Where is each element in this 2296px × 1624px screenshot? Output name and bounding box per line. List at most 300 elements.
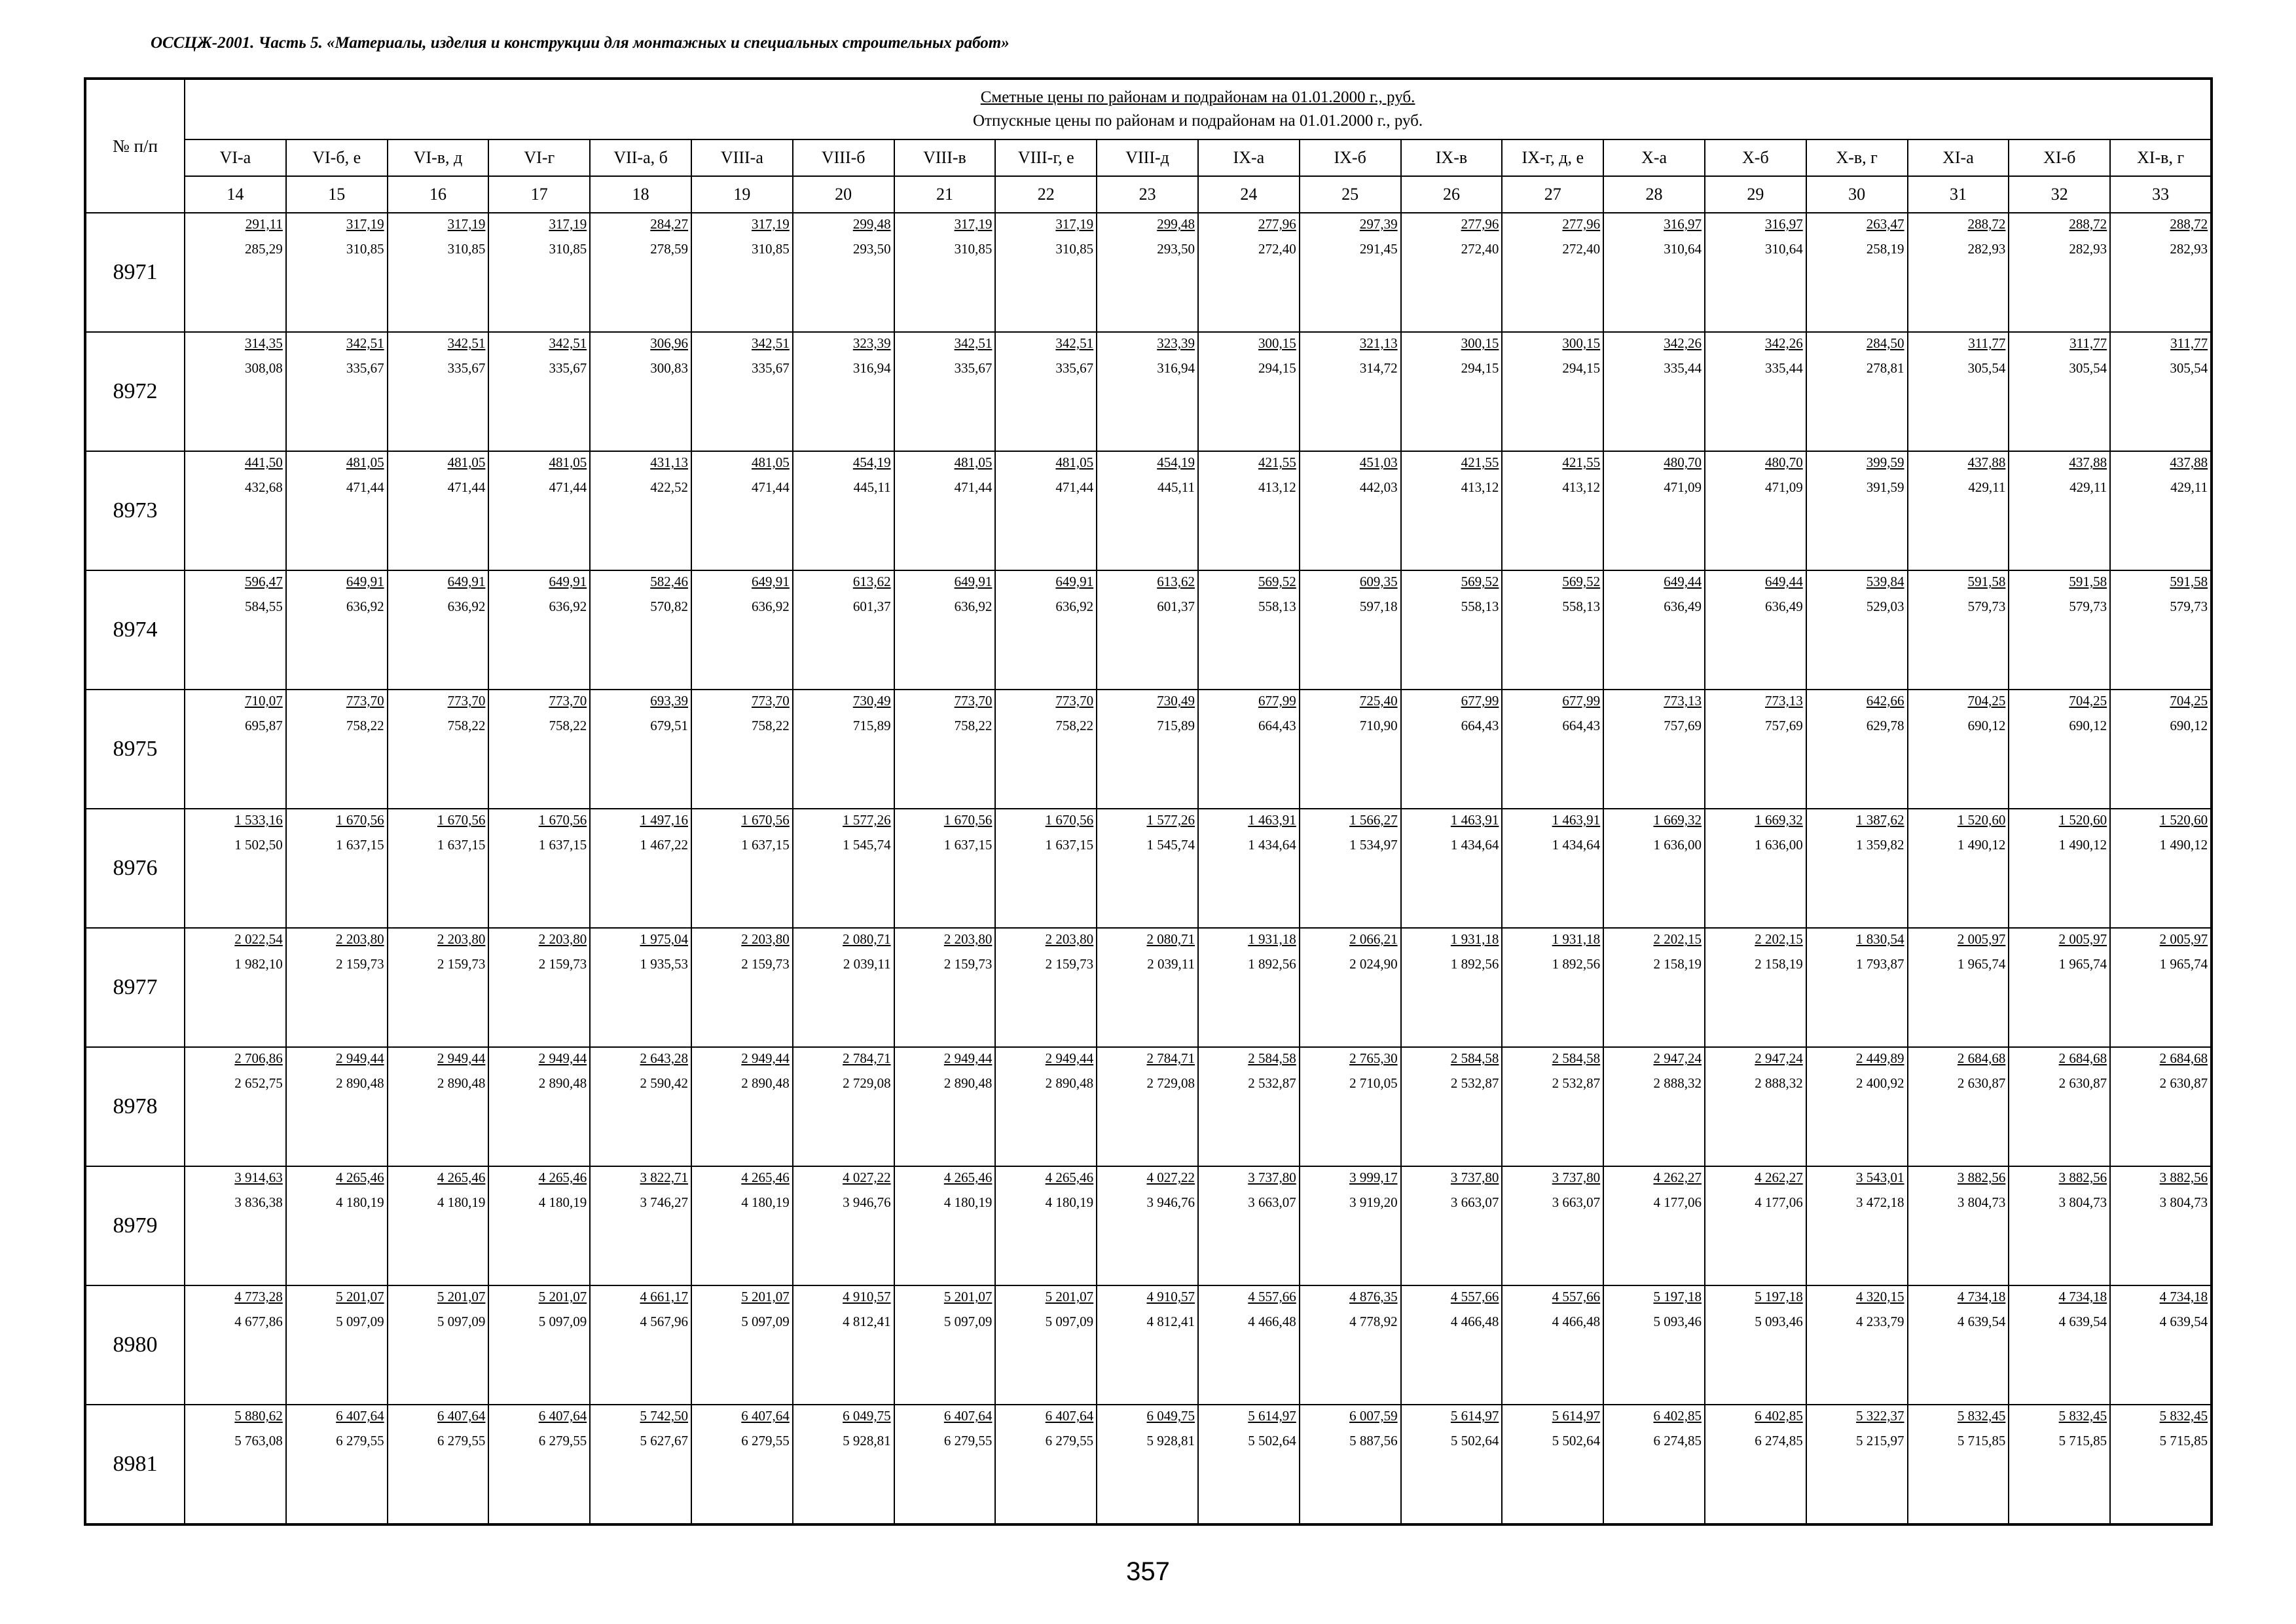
estimate-price: 773,70 bbox=[954, 693, 993, 709]
estimate-price: 342,51 bbox=[954, 335, 993, 351]
estimate-price: 1 931,18 bbox=[1248, 931, 1296, 947]
estimate-price: 710,07 bbox=[245, 693, 283, 709]
row-code: 8975 bbox=[85, 690, 185, 809]
price-cell bbox=[388, 690, 489, 809]
price-cell bbox=[1097, 1166, 1198, 1285]
price-cell bbox=[1401, 809, 1503, 928]
price-cell bbox=[2009, 1166, 2110, 1285]
price-cell bbox=[2009, 1047, 2110, 1166]
price-cell bbox=[1401, 570, 1503, 690]
price-cell bbox=[1401, 213, 1503, 332]
release-price: 1 637,15 bbox=[741, 837, 790, 853]
release-price: 1 636,00 bbox=[1755, 837, 1803, 853]
price-cell bbox=[286, 213, 388, 332]
price-cell bbox=[1502, 690, 1603, 809]
release-price: 2 159,73 bbox=[943, 956, 993, 972]
row-code: 8978 bbox=[85, 1047, 185, 1166]
estimate-price: 582,46 bbox=[650, 574, 688, 589]
release-price: 584,55 bbox=[245, 599, 283, 614]
estimate-price: 1 463,91 bbox=[1450, 812, 1499, 828]
release-price: 310,85 bbox=[549, 241, 587, 257]
price-cell bbox=[1401, 451, 1503, 570]
estimate-price: 649,91 bbox=[752, 574, 790, 589]
estimate-price: 5 197,18 bbox=[1653, 1289, 1702, 1304]
price-cell bbox=[1806, 1166, 1908, 1285]
release-price: 2 630,87 bbox=[1957, 1075, 2006, 1091]
price-cell bbox=[1300, 1285, 1401, 1405]
column-number: 32 bbox=[2009, 176, 2110, 213]
estimate-price: 3 737,80 bbox=[1552, 1170, 1601, 1185]
release-price: 278,81 bbox=[1866, 360, 1904, 376]
price-cell bbox=[1502, 213, 1603, 332]
price-cell bbox=[185, 1047, 286, 1166]
release-price: 2 652,75 bbox=[234, 1075, 283, 1091]
estimate-price: 1 670,56 bbox=[336, 812, 384, 828]
estimate-price: 613,62 bbox=[852, 574, 891, 589]
price-cell bbox=[2110, 332, 2212, 451]
price-cell bbox=[488, 451, 590, 570]
release-price: 293,50 bbox=[852, 241, 891, 257]
estimate-price: 454,19 bbox=[1157, 454, 1195, 470]
price-cell bbox=[2009, 213, 2110, 332]
estimate-price: 6 407,64 bbox=[437, 1408, 486, 1424]
price-cell bbox=[1300, 570, 1401, 690]
estimate-price: 481,05 bbox=[752, 454, 790, 470]
district-header: XI-б bbox=[2009, 139, 2110, 176]
estimate-price: 480,70 bbox=[1765, 454, 1803, 470]
estimate-price: 311,77 bbox=[2069, 335, 2107, 351]
price-cell bbox=[1097, 451, 1198, 570]
estimate-price: 1 975,04 bbox=[640, 931, 688, 947]
price-cell bbox=[2009, 451, 2110, 570]
release-price: 6 279,55 bbox=[1045, 1433, 1094, 1449]
estimate-price: 642,66 bbox=[1866, 693, 1904, 709]
estimate-price: 284,50 bbox=[1866, 335, 1904, 351]
price-cell bbox=[2009, 809, 2110, 928]
release-price: 690,12 bbox=[2069, 718, 2107, 733]
estimate-price: 5 832,45 bbox=[2058, 1408, 2107, 1424]
release-price: 5 097,09 bbox=[437, 1314, 486, 1329]
column-number: 28 bbox=[1603, 176, 1705, 213]
estimate-price: 2 684,68 bbox=[1957, 1050, 2006, 1066]
price-cell bbox=[1705, 332, 1806, 451]
price-cell bbox=[793, 570, 894, 690]
price-cell bbox=[1705, 570, 1806, 690]
release-price: 2 890,48 bbox=[943, 1075, 993, 1091]
estimate-price: 2 203,80 bbox=[437, 931, 486, 947]
price-cell bbox=[1705, 928, 1806, 1047]
estimate-price: 316,97 bbox=[1765, 216, 1803, 232]
price-cell bbox=[185, 1285, 286, 1405]
price-cell bbox=[488, 1285, 590, 1405]
estimate-price: 2 706,86 bbox=[234, 1050, 283, 1066]
price-cell bbox=[388, 1405, 489, 1524]
estimate-price: 2 947,24 bbox=[1755, 1050, 1803, 1066]
price-cell bbox=[590, 451, 691, 570]
estimate-price: 1 387,62 bbox=[1856, 812, 1904, 828]
release-price: 4 466,48 bbox=[1248, 1314, 1296, 1329]
price-cell bbox=[388, 332, 489, 451]
estimate-price: 2 949,44 bbox=[437, 1050, 486, 1066]
price-cell bbox=[894, 1405, 996, 1524]
district-header: X-б bbox=[1705, 139, 1806, 176]
estimate-price: 4 265,46 bbox=[1045, 1170, 1094, 1185]
release-price: 308,08 bbox=[245, 360, 283, 376]
estimate-price: 5 201,07 bbox=[1045, 1289, 1094, 1304]
release-price: 310,85 bbox=[447, 241, 486, 257]
price-cell bbox=[1300, 451, 1401, 570]
release-price: 6 279,55 bbox=[336, 1433, 384, 1449]
price-cell bbox=[1603, 928, 1705, 1047]
estimate-price: 4 734,18 bbox=[2159, 1289, 2208, 1304]
price-cell bbox=[2110, 690, 2212, 809]
table-row bbox=[85, 451, 2212, 570]
table-row bbox=[85, 690, 2212, 809]
price-cell bbox=[2110, 928, 2212, 1047]
column-number: 17 bbox=[488, 176, 590, 213]
release-price: 310,64 bbox=[1765, 241, 1803, 257]
estimate-price: 591,58 bbox=[1967, 574, 2006, 589]
price-cell bbox=[1603, 1166, 1705, 1285]
release-price: 6 274,85 bbox=[1755, 1433, 1803, 1449]
column-number: 23 bbox=[1097, 176, 1198, 213]
price-cell bbox=[1705, 451, 1806, 570]
table-row bbox=[85, 213, 2212, 332]
release-price: 310,85 bbox=[752, 241, 790, 257]
estimate-price: 437,88 bbox=[2069, 454, 2107, 470]
estimate-price: 6 402,85 bbox=[1653, 1408, 1702, 1424]
estimate-price: 3 543,01 bbox=[1856, 1170, 1904, 1185]
estimate-price: 6 407,64 bbox=[943, 1408, 993, 1424]
release-price: 335,44 bbox=[1765, 360, 1803, 376]
estimate-price: 5 832,45 bbox=[2159, 1408, 2208, 1424]
price-cell bbox=[1300, 1047, 1401, 1166]
release-price: 4 180,19 bbox=[437, 1194, 486, 1210]
release-price: 3 946,76 bbox=[1146, 1194, 1195, 1210]
release-price: 758,22 bbox=[549, 718, 587, 733]
price-cell bbox=[1705, 1405, 1806, 1524]
estimate-price: 6 007,59 bbox=[1349, 1408, 1398, 1424]
row-code: 8971 bbox=[85, 213, 185, 332]
table-row bbox=[85, 1166, 2212, 1285]
price-cell bbox=[1300, 690, 1401, 809]
release-price: 1 965,74 bbox=[2159, 956, 2208, 972]
release-price: 1 545,74 bbox=[843, 837, 891, 853]
price-cell bbox=[894, 451, 996, 570]
release-price: 1 434,64 bbox=[1450, 837, 1499, 853]
price-table bbox=[84, 77, 2213, 1526]
price-cell bbox=[590, 1285, 691, 1405]
column-number: 15 bbox=[286, 176, 388, 213]
release-price: 6 279,55 bbox=[538, 1433, 587, 1449]
price-cell bbox=[185, 213, 286, 332]
release-price: 558,13 bbox=[1461, 599, 1499, 614]
release-price: 471,44 bbox=[346, 479, 384, 495]
estimate-price: 591,58 bbox=[2170, 574, 2208, 589]
price-cell bbox=[185, 1405, 286, 1524]
price-cell bbox=[1502, 1285, 1603, 1405]
release-price: 445,11 bbox=[1157, 479, 1195, 495]
estimate-price: 1 669,32 bbox=[1755, 812, 1803, 828]
estimate-price: 4 265,46 bbox=[437, 1170, 486, 1185]
estimate-price: 1 533,16 bbox=[234, 812, 283, 828]
price-cell bbox=[995, 332, 1097, 451]
release-price: 4 639,54 bbox=[1957, 1314, 2006, 1329]
release-price: 4 180,19 bbox=[336, 1194, 384, 1210]
estimate-price: 306,96 bbox=[650, 335, 688, 351]
price-cell bbox=[590, 570, 691, 690]
estimate-price: 5 201,07 bbox=[437, 1289, 486, 1304]
release-price: 4 180,19 bbox=[538, 1194, 587, 1210]
price-cell bbox=[2110, 1285, 2212, 1405]
release-price: 3 804,73 bbox=[2159, 1194, 2208, 1210]
estimate-price: 649,91 bbox=[954, 574, 993, 589]
estimate-price: 4 320,15 bbox=[1856, 1289, 1904, 1304]
row-number-header: № п/п bbox=[85, 79, 185, 213]
estimate-price: 569,52 bbox=[1258, 574, 1296, 589]
price-cell bbox=[286, 809, 388, 928]
release-price: 690,12 bbox=[2170, 718, 2208, 733]
estimate-price: 2 080,71 bbox=[843, 931, 891, 947]
price-cell bbox=[995, 1166, 1097, 1285]
estimate-price: 5 201,07 bbox=[538, 1289, 587, 1304]
price-cell bbox=[590, 1166, 691, 1285]
column-number: 26 bbox=[1401, 176, 1503, 213]
price-cell bbox=[185, 690, 286, 809]
price-cell bbox=[1502, 570, 1603, 690]
price-cell bbox=[590, 213, 691, 332]
price-cell bbox=[1908, 928, 2009, 1047]
release-price: 558,13 bbox=[1258, 599, 1296, 614]
release-price: 690,12 bbox=[1967, 718, 2006, 733]
release-price: 429,11 bbox=[2069, 479, 2107, 495]
price-cell bbox=[286, 1166, 388, 1285]
estimate-price: 421,55 bbox=[1461, 454, 1499, 470]
release-price: 601,37 bbox=[852, 599, 891, 614]
price-cell bbox=[1401, 1285, 1503, 1405]
estimate-price: 5 614,97 bbox=[1552, 1408, 1601, 1424]
estimate-price: 5 322,37 bbox=[1856, 1408, 1904, 1424]
release-price: 5 215,97 bbox=[1856, 1433, 1904, 1449]
estimate-price: 4 557,66 bbox=[1450, 1289, 1499, 1304]
price-cell bbox=[894, 1166, 996, 1285]
estimate-price: 596,47 bbox=[245, 574, 283, 589]
price-cell bbox=[1603, 690, 1705, 809]
price-cell bbox=[2110, 213, 2212, 332]
release-price: 3 946,76 bbox=[843, 1194, 891, 1210]
price-cell bbox=[488, 570, 590, 690]
release-price: 2 158,19 bbox=[1755, 956, 1803, 972]
release-price: 2 158,19 bbox=[1653, 956, 1702, 972]
release-price: 636,92 bbox=[954, 599, 993, 614]
release-price: 636,49 bbox=[1765, 599, 1803, 614]
release-price: 2 159,73 bbox=[538, 956, 587, 972]
release-price: 1 965,74 bbox=[2058, 956, 2107, 972]
estimate-price: 1 520,60 bbox=[1957, 812, 2006, 828]
price-cell bbox=[1705, 809, 1806, 928]
release-price: 4 180,19 bbox=[943, 1194, 993, 1210]
estimate-price: 288,72 bbox=[2069, 216, 2107, 232]
column-number: 24 bbox=[1198, 176, 1300, 213]
estimate-price: 6 407,64 bbox=[336, 1408, 384, 1424]
estimate-price: 481,05 bbox=[549, 454, 587, 470]
price-cell bbox=[793, 332, 894, 451]
caption-release: Отпускные цены по районам и подрайонам на 01.01.2000 г., руб. bbox=[972, 112, 1423, 130]
price-cell bbox=[1908, 570, 2009, 690]
release-price: 442,03 bbox=[1359, 479, 1398, 495]
release-price: 579,73 bbox=[2170, 599, 2208, 614]
price-cell bbox=[1401, 690, 1503, 809]
release-price: 6 274,85 bbox=[1653, 1433, 1702, 1449]
document-header: ОССЦЖ-2001. Часть 5. «Материалы, изделия и конструкции для монтажных и специальных строительных работ» bbox=[151, 34, 1010, 52]
estimate-price: 1 497,16 bbox=[640, 812, 688, 828]
column-number: 20 bbox=[793, 176, 894, 213]
price-cell bbox=[488, 1405, 590, 1524]
price-cell bbox=[286, 690, 388, 809]
estimate-price: 4 027,22 bbox=[843, 1170, 891, 1185]
release-price: 310,85 bbox=[954, 241, 993, 257]
district-header-row bbox=[85, 139, 2212, 176]
release-price: 5 097,09 bbox=[336, 1314, 384, 1329]
release-price: 5 502,64 bbox=[1248, 1433, 1296, 1449]
price-cell bbox=[488, 213, 590, 332]
release-price: 5 097,09 bbox=[1045, 1314, 1094, 1329]
estimate-price: 4 734,18 bbox=[1957, 1289, 2006, 1304]
estimate-price: 451,03 bbox=[1359, 454, 1398, 470]
estimate-price: 421,55 bbox=[1258, 454, 1296, 470]
price-cell bbox=[488, 1047, 590, 1166]
release-price: 1 637,15 bbox=[1045, 837, 1094, 853]
price-cell bbox=[388, 809, 489, 928]
release-price: 1 636,00 bbox=[1653, 837, 1702, 853]
estimate-price: 3 914,63 bbox=[234, 1170, 283, 1185]
price-cell bbox=[1502, 1405, 1603, 1524]
row-code: 8977 bbox=[85, 928, 185, 1047]
price-cell bbox=[1300, 1405, 1401, 1524]
estimate-price: 481,05 bbox=[346, 454, 384, 470]
estimate-price: 591,58 bbox=[2069, 574, 2107, 589]
price-cell bbox=[1097, 1285, 1198, 1405]
table-row bbox=[85, 928, 2212, 1047]
estimate-price: 649,91 bbox=[1055, 574, 1094, 589]
price-cell bbox=[1198, 809, 1300, 928]
price-cell bbox=[1097, 570, 1198, 690]
price-cell bbox=[1198, 451, 1300, 570]
release-price: 4 180,19 bbox=[1045, 1194, 1094, 1210]
estimate-price: 6 407,64 bbox=[1045, 1408, 1094, 1424]
release-price: 629,78 bbox=[1866, 718, 1904, 733]
district-header: IX-г, д, е bbox=[1502, 139, 1603, 176]
price-cell bbox=[691, 928, 793, 1047]
district-header: VIII-д bbox=[1097, 139, 1198, 176]
price-cell bbox=[1502, 809, 1603, 928]
release-price: 2 890,48 bbox=[1045, 1075, 1094, 1091]
district-header: VI-г bbox=[488, 139, 590, 176]
price-cell bbox=[1300, 1166, 1401, 1285]
district-header: IX-в bbox=[1401, 139, 1503, 176]
estimate-price: 2 202,15 bbox=[1653, 931, 1702, 947]
estimate-price: 1 670,56 bbox=[741, 812, 790, 828]
price-cell bbox=[1603, 809, 1705, 928]
release-price: 3 472,18 bbox=[1856, 1194, 1904, 1210]
release-price: 664,43 bbox=[1562, 718, 1601, 733]
price-cell bbox=[1908, 451, 2009, 570]
release-price: 1 637,15 bbox=[437, 837, 486, 853]
price-cell bbox=[1908, 1166, 2009, 1285]
release-price: 1 467,22 bbox=[640, 837, 688, 853]
table-row bbox=[85, 809, 2212, 928]
price-cell bbox=[1806, 1047, 1908, 1166]
release-price: 4 812,41 bbox=[843, 1314, 891, 1329]
column-number: 18 bbox=[590, 176, 691, 213]
release-price: 335,67 bbox=[346, 360, 384, 376]
release-price: 2 024,90 bbox=[1349, 956, 1398, 972]
price-cell bbox=[1908, 213, 2009, 332]
estimate-price: 4 265,46 bbox=[336, 1170, 384, 1185]
estimate-price: 300,15 bbox=[1258, 335, 1296, 351]
estimate-price: 437,88 bbox=[1967, 454, 2006, 470]
price-cell bbox=[793, 809, 894, 928]
estimate-price: 5 197,18 bbox=[1755, 1289, 1803, 1304]
estimate-price: 649,44 bbox=[1664, 574, 1702, 589]
estimate-price: 2 005,97 bbox=[1957, 931, 2006, 947]
release-price: 5 502,64 bbox=[1450, 1433, 1499, 1449]
release-price: 695,87 bbox=[245, 718, 283, 733]
price-cell bbox=[1806, 1405, 1908, 1524]
price-cell bbox=[1806, 451, 1908, 570]
table-caption bbox=[185, 79, 2212, 139]
estimate-price: 323,39 bbox=[1157, 335, 1195, 351]
estimate-price: 317,19 bbox=[549, 216, 587, 232]
estimate-price: 342,26 bbox=[1664, 335, 1702, 351]
price-cell bbox=[894, 928, 996, 1047]
release-price: 432,68 bbox=[245, 479, 283, 495]
price-cell bbox=[793, 1405, 894, 1524]
release-price: 413,12 bbox=[1562, 479, 1601, 495]
release-price: 335,67 bbox=[752, 360, 790, 376]
estimate-price: 2 949,44 bbox=[538, 1050, 587, 1066]
district-header: VIII-а bbox=[691, 139, 793, 176]
price-cell bbox=[590, 690, 691, 809]
district-header: IX-а bbox=[1198, 139, 1300, 176]
release-price: 664,43 bbox=[1258, 718, 1296, 733]
price-cell bbox=[488, 928, 590, 1047]
price-cell bbox=[1603, 570, 1705, 690]
column-number: 33 bbox=[2110, 176, 2212, 213]
release-price: 715,89 bbox=[852, 718, 891, 733]
column-number: 31 bbox=[1908, 176, 2009, 213]
release-price: 2 630,87 bbox=[2058, 1075, 2107, 1091]
release-price: 471,09 bbox=[1765, 479, 1803, 495]
price-cell bbox=[1705, 1047, 1806, 1166]
release-price: 636,92 bbox=[346, 599, 384, 614]
price-cell bbox=[1198, 928, 1300, 1047]
release-price: 758,22 bbox=[752, 718, 790, 733]
estimate-price: 649,91 bbox=[447, 574, 486, 589]
release-price: 258,19 bbox=[1866, 241, 1904, 257]
release-price: 2 532,87 bbox=[1248, 1075, 1296, 1091]
price-cell bbox=[388, 1166, 489, 1285]
price-cell bbox=[793, 1166, 894, 1285]
release-price: 2 890,48 bbox=[741, 1075, 790, 1091]
estimate-price: 3 999,17 bbox=[1349, 1170, 1398, 1185]
column-number: 14 bbox=[185, 176, 286, 213]
release-price: 5 928,81 bbox=[843, 1433, 891, 1449]
price-cell bbox=[1198, 1285, 1300, 1405]
release-price: 1 637,15 bbox=[943, 837, 993, 853]
estimate-price: 317,19 bbox=[1055, 216, 1094, 232]
estimate-price: 481,05 bbox=[447, 454, 486, 470]
